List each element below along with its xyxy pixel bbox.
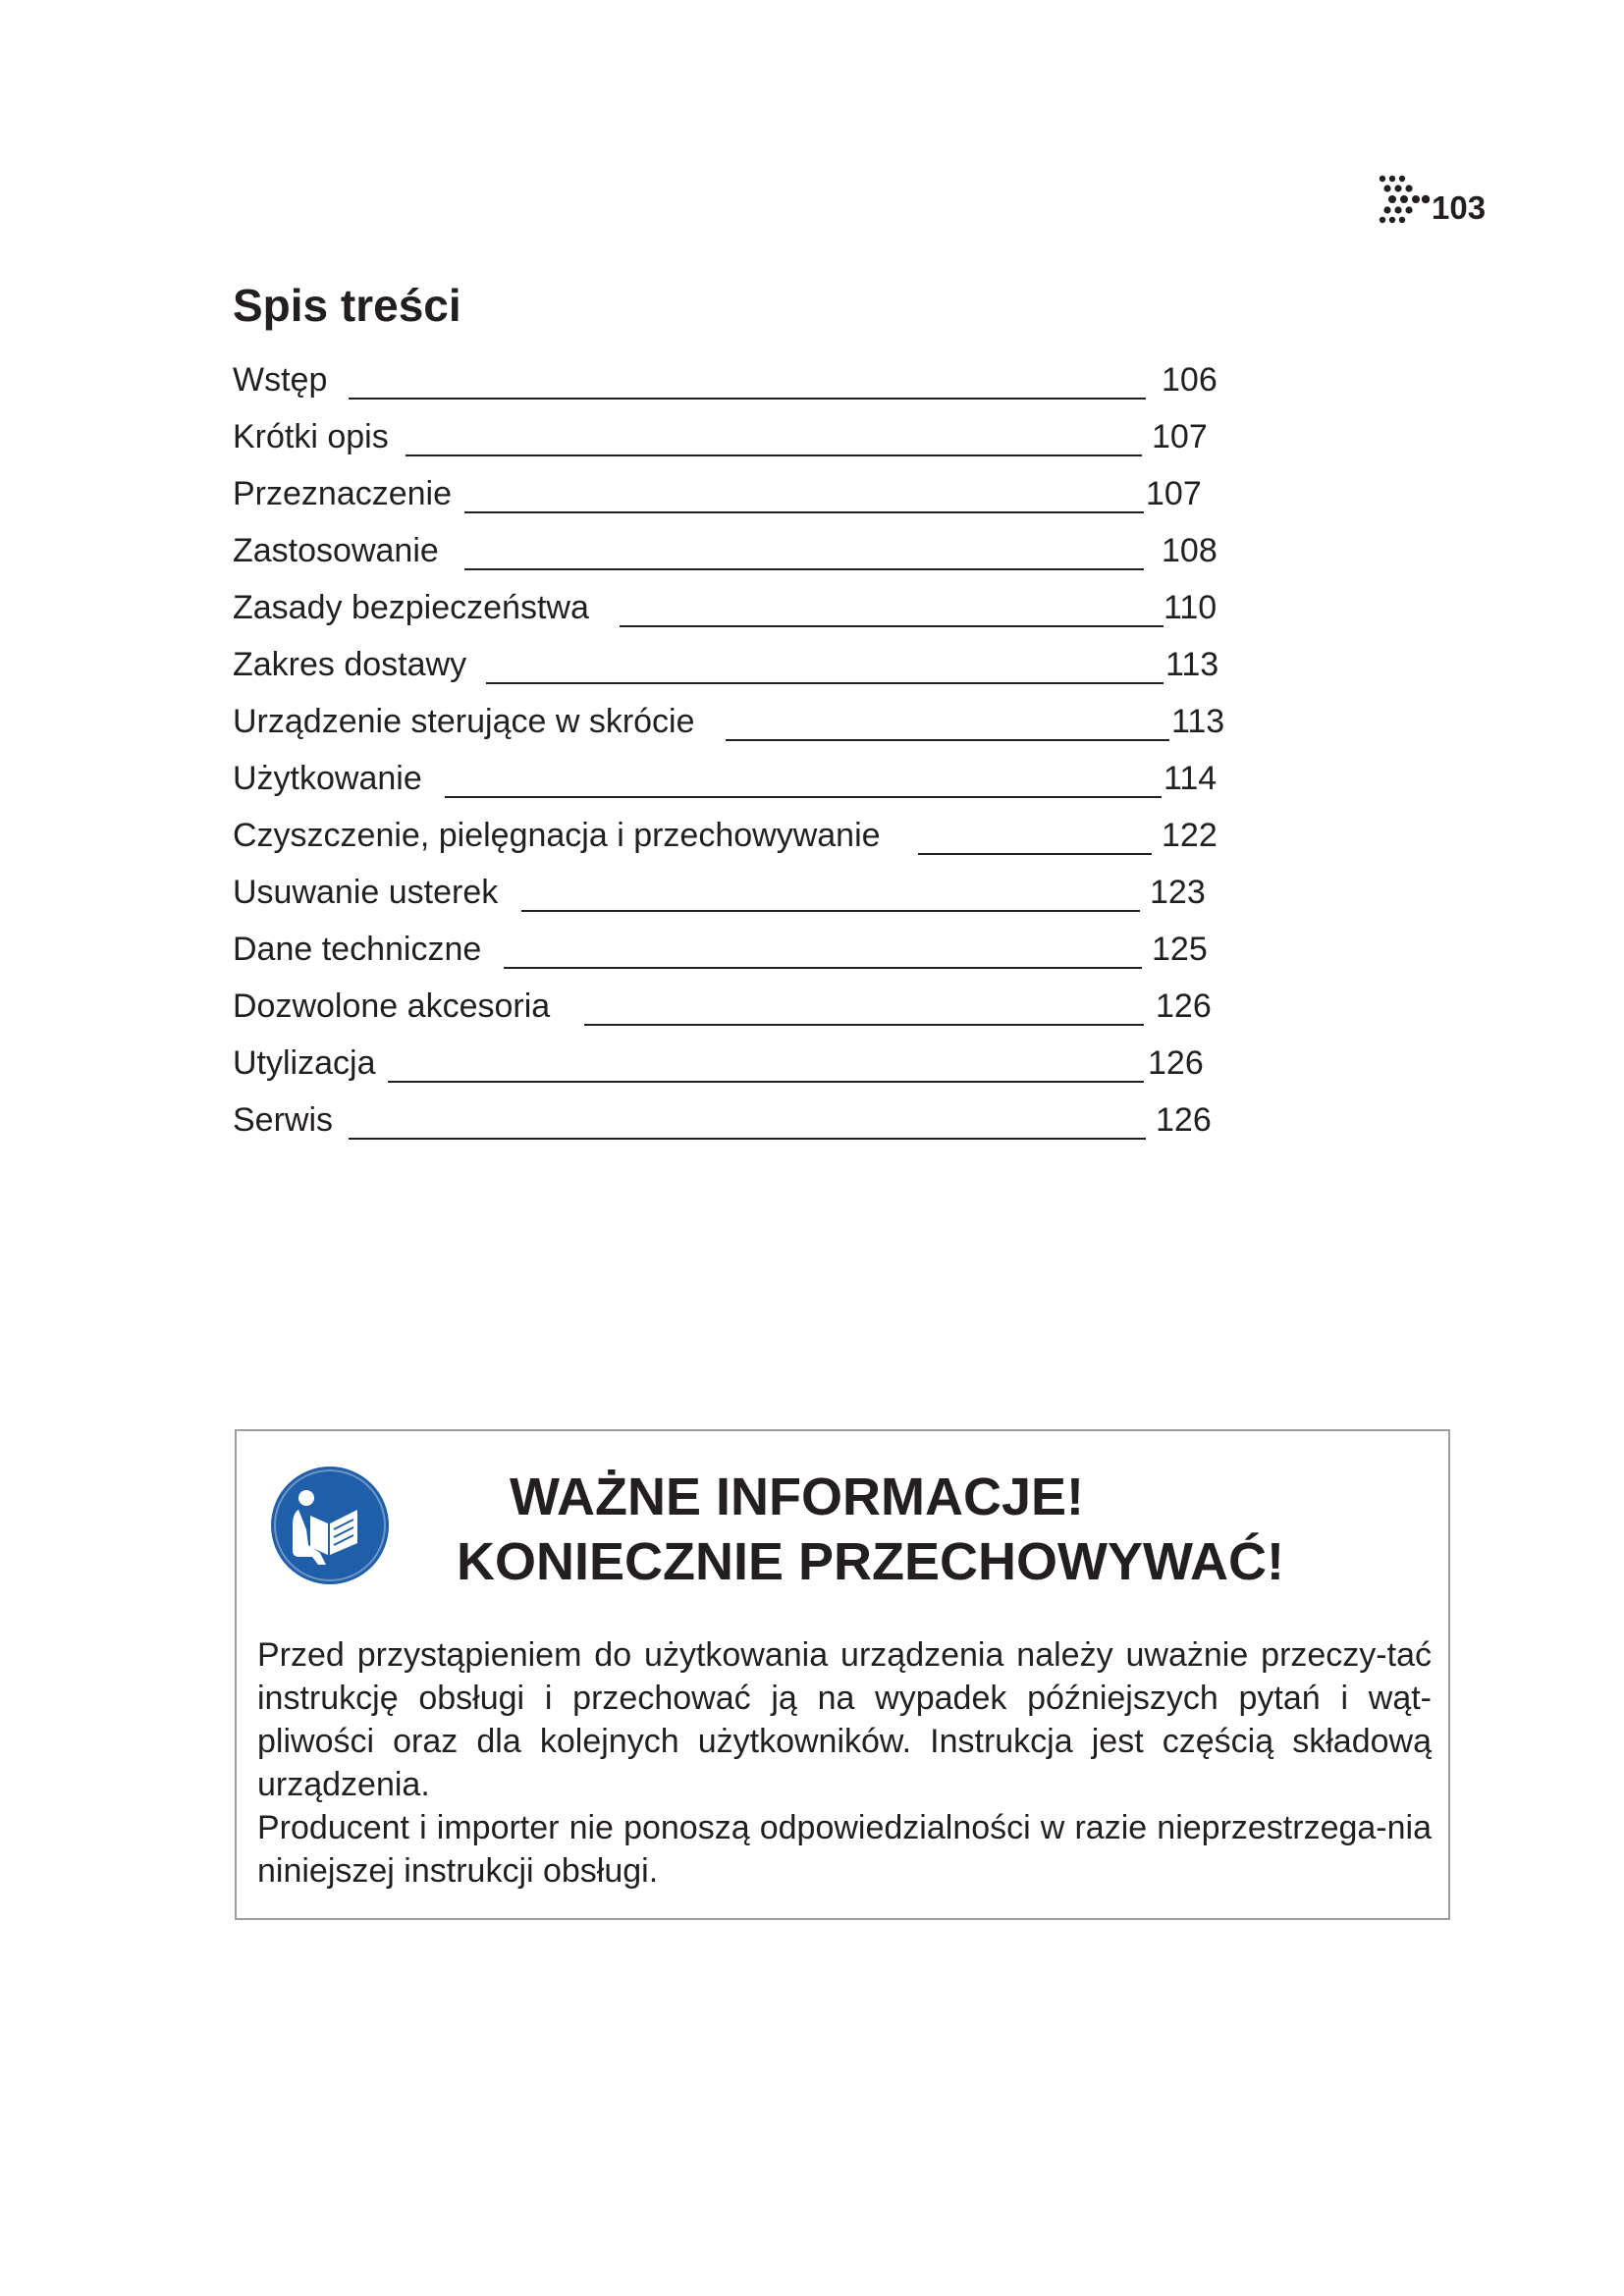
toc-entry[interactable] — [233, 693, 1234, 750]
toc-leader-line — [349, 1138, 1146, 1140]
toc-entry[interactable] — [233, 1092, 1234, 1148]
toc-entry-page: 122 — [1162, 817, 1218, 854]
notice-body — [257, 1633, 1432, 1893]
toc-entry-label: Użytkowanie — [233, 760, 422, 797]
toc-entry-label: Urządzenie sterujące w skrócie — [233, 703, 695, 740]
toc-entry[interactable] — [233, 465, 1234, 522]
toc-entry-page: 126 — [1156, 988, 1212, 1025]
toc-entry-page: 107 — [1146, 475, 1202, 512]
toc-entry-page: 126 — [1148, 1044, 1204, 1082]
toc-leader-line — [918, 853, 1152, 855]
toc-entry[interactable] — [233, 921, 1234, 978]
toc-list — [233, 351, 1234, 1148]
notice-paragraph-2: Producent i importer nie ponoszą odpowiedzialności w razie nieprzestrzega-nia niniejszej instrukcji obsługi. — [257, 1809, 1432, 1890]
toc-leader-line — [726, 739, 1169, 741]
toc-entry-label: Zasady bezpieczeństwa — [233, 589, 589, 626]
toc-entry-page: 107 — [1152, 418, 1208, 455]
toc-entry[interactable] — [233, 807, 1234, 864]
toc-entry[interactable] — [233, 408, 1234, 465]
toc-entry-page: 123 — [1150, 874, 1206, 911]
toc-entry[interactable] — [233, 636, 1234, 693]
notice-heading-line1: WAŻNE INFORMACJE! — [510, 1468, 1084, 1526]
toc-entry-label: Zastosowanie — [233, 532, 439, 569]
toc-entry-page: 114 — [1164, 760, 1218, 797]
toc-leader-line — [584, 1024, 1144, 1026]
toc-leader-line — [445, 796, 1162, 798]
toc-entry-label: Dane techniczne — [233, 931, 482, 968]
toc-title: Spis treści — [233, 280, 461, 331]
page-number: 103 — [1432, 188, 1487, 226]
toc-entry[interactable] — [233, 522, 1234, 579]
toc-entry-page: 106 — [1162, 361, 1218, 399]
toc-entry-page: 113 — [1165, 646, 1219, 683]
toc-entry-label: Krótki opis — [233, 418, 389, 455]
toc-leader-line — [464, 568, 1144, 570]
read-manual-icon — [269, 1465, 391, 1586]
dot-cluster-icon — [1377, 173, 1430, 241]
toc-entry[interactable] — [233, 351, 1234, 408]
notice-heading-line2: KONIECZNIE PRZECHOWYWAĆ! — [457, 1532, 1284, 1591]
toc-entry-label: Czyszczenie, pielęgnacja i przechowywanie — [233, 817, 881, 854]
notice-paragraph-1: Przed przystąpieniem do użytkowania urządzenia należy uważnie przeczy-tać instrukcję obsługi i przechować ją na wypadek późniejszych pytań i wąt-pliwości oraz dla kolejnych użytkowników. Instrukcja jest częścią składową urządzenia. — [257, 1636, 1432, 1803]
toc-entry-label: Wstęp — [233, 361, 328, 399]
toc-entry-page: 126 — [1156, 1101, 1212, 1139]
toc-entry[interactable] — [233, 750, 1234, 807]
toc-entry[interactable] — [233, 1035, 1234, 1092]
toc-leader-line — [349, 398, 1146, 400]
toc-leader-line — [620, 625, 1164, 627]
important-notice-box — [235, 1429, 1450, 1920]
toc-entry-label: Utylizacja — [233, 1044, 376, 1082]
toc-entry-page: 113 — [1171, 703, 1225, 740]
toc-entry-page: 125 — [1152, 931, 1208, 968]
toc-entry[interactable] — [233, 864, 1234, 921]
toc-entry-page: 108 — [1162, 532, 1218, 569]
toc-leader-line — [406, 454, 1142, 456]
toc-entry-label: Serwis — [233, 1101, 334, 1139]
toc-entry-label: Dozwolone akcesoria — [233, 988, 551, 1025]
toc-entry[interactable] — [233, 978, 1234, 1035]
toc-entry-label: Zakres dostawy — [233, 646, 467, 683]
toc-leader-line — [504, 967, 1142, 969]
toc-leader-line — [521, 910, 1140, 912]
toc-leader-line — [388, 1081, 1144, 1083]
toc-leader-line — [464, 511, 1144, 513]
toc-leader-line — [486, 682, 1164, 684]
toc-entry-page: 110 — [1164, 589, 1218, 626]
toc-entry[interactable] — [233, 579, 1234, 636]
page-marker — [1377, 173, 1486, 241]
toc-entry-label: Przeznaczenie — [233, 475, 453, 512]
toc-entry-label: Usuwanie usterek — [233, 874, 499, 911]
